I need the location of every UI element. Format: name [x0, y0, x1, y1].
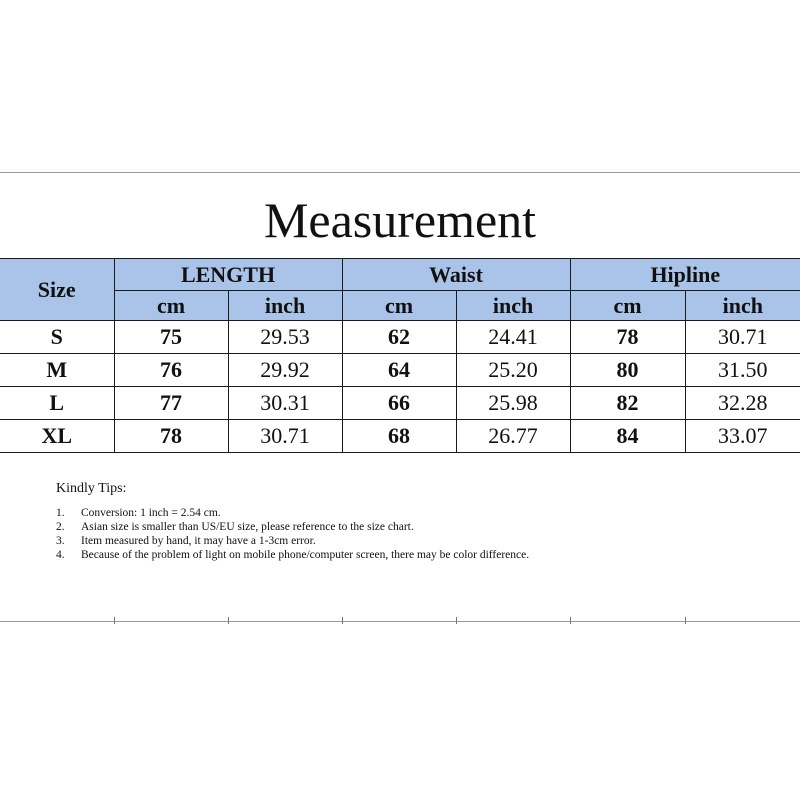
- value-cell: 66: [342, 387, 456, 420]
- tick-mark: [685, 617, 686, 624]
- value-cell: 84: [570, 420, 685, 453]
- value-cell: 82: [570, 387, 685, 420]
- list-item: [56, 534, 756, 548]
- unit-header: cm: [570, 291, 685, 321]
- size-chart-table: [0, 258, 800, 453]
- table-row: [0, 321, 800, 354]
- value-cell: 30.71: [685, 321, 800, 354]
- tip-number: 1.: [56, 507, 65, 519]
- value-cell: 78: [570, 321, 685, 354]
- value-cell: 77: [114, 387, 228, 420]
- value-cell: 30.31: [228, 387, 342, 420]
- unit-header: cm: [114, 291, 228, 321]
- tip-text: Item measured by hand, it may have a 1-3cm error.: [81, 535, 316, 547]
- value-cell: 24.41: [456, 321, 570, 354]
- size-cell: M: [0, 354, 114, 387]
- value-cell: 26.77: [456, 420, 570, 453]
- value-cell: 25.20: [456, 354, 570, 387]
- tick-mark: [570, 617, 571, 624]
- value-cell: 25.98: [456, 387, 570, 420]
- value-cell: 31.50: [685, 354, 800, 387]
- kindly-tips: [56, 482, 756, 562]
- size-header: Size: [0, 259, 114, 321]
- table-row: [0, 387, 800, 420]
- tips-heading: Kindly Tips:: [56, 481, 127, 496]
- tick-mark: [114, 617, 115, 624]
- tip-number: 4.: [56, 549, 65, 561]
- list-item: [56, 506, 756, 520]
- table-row: [0, 354, 800, 387]
- value-cell: 32.28: [685, 387, 800, 420]
- column-tick-marks: [0, 617, 800, 625]
- value-cell: 68: [342, 420, 456, 453]
- tip-number: 3.: [56, 535, 65, 547]
- unit-header: inch: [456, 291, 570, 321]
- value-cell: 76: [114, 354, 228, 387]
- value-cell: 64: [342, 354, 456, 387]
- value-cell: 80: [570, 354, 685, 387]
- group-header-length: LENGTH: [114, 259, 342, 291]
- value-cell: 30.71: [228, 420, 342, 453]
- size-cell: XL: [0, 420, 114, 453]
- group-header-hipline: Hipline: [570, 259, 800, 291]
- table-header-row: [0, 259, 800, 291]
- value-cell: 62: [342, 321, 456, 354]
- list-item: [56, 520, 756, 534]
- group-header-waist: Waist: [342, 259, 570, 291]
- tick-mark: [342, 617, 343, 624]
- unit-header: inch: [685, 291, 800, 321]
- value-cell: 78: [114, 420, 228, 453]
- unit-header: cm: [342, 291, 456, 321]
- value-cell: 75: [114, 321, 228, 354]
- tip-number: 2.: [56, 521, 65, 533]
- tick-mark: [456, 617, 457, 624]
- tip-text: Conversion: 1 inch = 2.54 cm.: [81, 507, 221, 519]
- page-title: Measurement: [263, 192, 537, 248]
- tip-text: Asian size is smaller than US/EU size, please reference to the size chart.: [81, 521, 414, 533]
- value-cell: 29.92: [228, 354, 342, 387]
- size-cell: L: [0, 387, 114, 420]
- size-cell: S: [0, 321, 114, 354]
- table-unit-row: [0, 291, 800, 321]
- value-cell: 33.07: [685, 420, 800, 453]
- unit-header: inch: [228, 291, 342, 321]
- table-row: [0, 420, 800, 453]
- tick-mark: [228, 617, 229, 624]
- list-item: [56, 548, 756, 562]
- value-cell: 29.53: [228, 321, 342, 354]
- tip-text: Because of the problem of light on mobile phone/computer screen, there may be color difference.: [81, 549, 530, 561]
- tips-list: [56, 506, 756, 562]
